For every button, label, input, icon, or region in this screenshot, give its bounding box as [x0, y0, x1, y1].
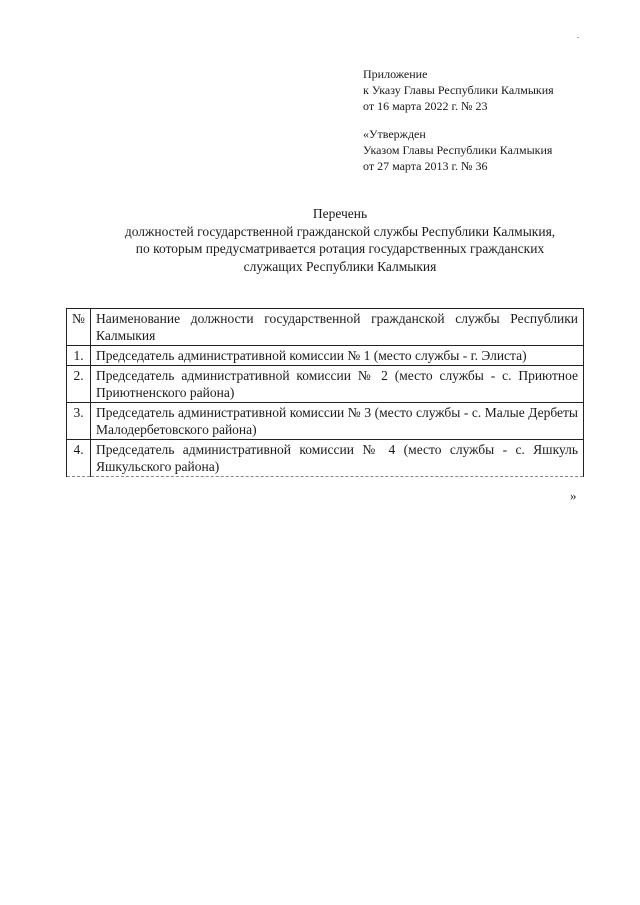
title-line: по которым предусматривается ротация государственных гражданских — [135, 241, 545, 256]
table-header-row — [67, 309, 584, 346]
title-line: служащих Республики Калмыкия — [243, 258, 437, 274]
row-num-cell: 1. — [67, 346, 91, 366]
row-name-cell: Председатель административной комиссии № 3 (место службы - с. Малые Дербеты Малодербетовского района) — [91, 403, 584, 440]
title-line: Перечень — [312, 206, 368, 221]
appendix-line: Приложение — [363, 67, 428, 81]
document-title — [60, 205, 620, 275]
row-num-cell: 4. — [67, 440, 91, 477]
table-row — [67, 403, 584, 440]
table-row — [67, 440, 584, 477]
approval-line: Указом Главы Республики Калмыкия — [363, 143, 553, 157]
row-num-cell: 3. — [67, 403, 91, 440]
scan-mark — [577, 37, 579, 38]
row-name-cell: Председатель административной комиссии № 2 (место службы - с. Приютное Приютненского района) — [91, 366, 584, 403]
appendix-line: от 16 марта 2022 г. № 23 — [363, 99, 488, 113]
positions-table — [66, 308, 584, 477]
row-name-cell: Председатель административной комиссии № 4 (место службы - с. Яшкуль Яшкульского района) — [91, 440, 584, 477]
table-row — [67, 366, 584, 403]
approval-header — [363, 126, 552, 174]
header-name-cell: Наименование должности государственной гражданской службы Республики Калмыкия — [91, 309, 584, 346]
row-num-cell: 2. — [67, 366, 91, 403]
approval-line: «Утвержден — [363, 127, 426, 141]
title-line: должностей государственной гражданской службы Республики Калмыкия, — [124, 223, 556, 239]
header-num-cell: № — [67, 309, 91, 346]
table-row — [67, 346, 584, 366]
appendix-line: к Указу Главы Республики Калмыкия — [363, 83, 554, 97]
row-name-cell: Председатель административной комиссии № 1 (место службы - г. Элиста) — [91, 346, 584, 366]
appendix-header — [363, 66, 554, 114]
approval-line: от 27 марта 2013 г. № 36 — [363, 159, 488, 173]
closing-quote: » — [570, 488, 577, 503]
